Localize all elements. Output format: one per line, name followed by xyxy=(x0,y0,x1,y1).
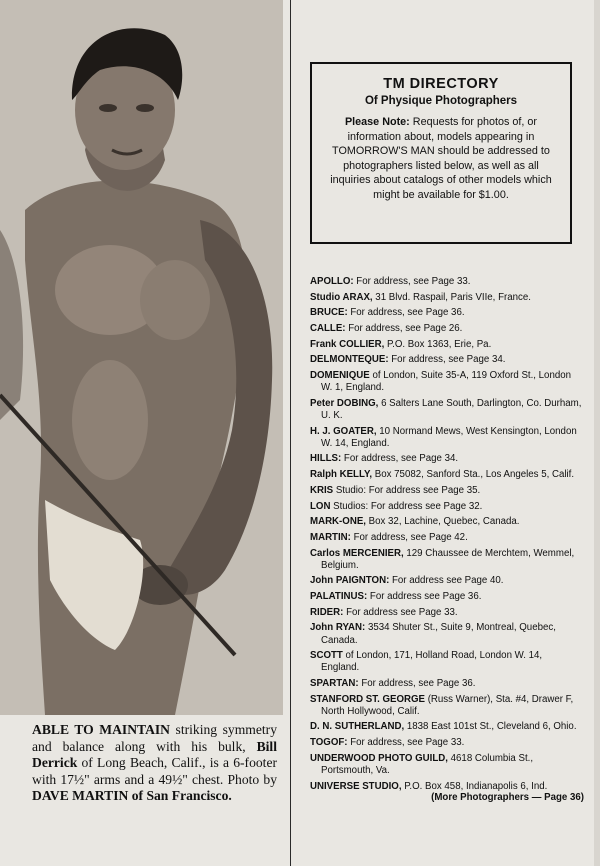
photographer-name: Studio ARAX, xyxy=(310,291,373,303)
photographer-address: 3534 Shuter St., Suite 9, Montreal, Quebec, Canada. xyxy=(321,622,556,646)
photographer-name: SPARTAN: xyxy=(310,678,359,689)
photographer-entry xyxy=(310,354,582,366)
photographer-name: HILLS: xyxy=(310,453,342,465)
caption-model-name: Bill Derrick xyxy=(32,738,277,770)
photographer-address: Box 75082, Sanford Sta., Los Angeles 5, Calif. xyxy=(372,469,575,481)
photographer-entry xyxy=(310,753,582,777)
photographer-entry xyxy=(310,548,582,572)
photographer-entry xyxy=(310,323,582,335)
photographer-name: RIDER: xyxy=(310,606,344,618)
photographer-name: Carlos MERCENIER, xyxy=(310,547,404,559)
photographer-name: CALLE: xyxy=(310,323,346,335)
directory-title: TM DIRECTORY xyxy=(383,76,499,92)
photographer-entry xyxy=(310,737,582,749)
photo-illustration xyxy=(0,0,283,715)
photographer-address: 31 Blvd. Raspail, Paris VIIe, France. xyxy=(372,291,531,303)
photographer-name: KRIS xyxy=(310,484,334,496)
photographer-name: SCOTT xyxy=(310,650,343,662)
caption-photographer: DAVE MARTIN of San Francisco. xyxy=(32,788,232,803)
photographer-address: Studio: For address see Page 35. xyxy=(333,484,481,496)
photographer-address: For address, see Page 33. xyxy=(347,737,465,749)
photographer-address: 1838 East 101st St., Cleveland 6, Ohio. xyxy=(404,721,577,733)
photographer-entry xyxy=(310,781,582,793)
photographer-entry xyxy=(310,591,582,603)
photographer-address: For address, see Page 26. xyxy=(345,323,463,335)
photographer-name: MARTIN: xyxy=(310,531,351,543)
bodybuilder-photo xyxy=(0,0,283,715)
directory-box xyxy=(310,62,572,244)
photographer-address: P.O. Box 1363, Erie, Pa. xyxy=(384,338,492,350)
photographer-address: For address, see Page 34. xyxy=(388,354,506,366)
photographer-entry xyxy=(310,721,582,733)
caption-text-2: of Long Beach, Calif., is a 6-footer with 17½" arms and a 49½" chest. Photo by xyxy=(32,755,277,787)
photographer-address: Studios: For address see Page 32. xyxy=(330,500,483,512)
photographer-entry xyxy=(310,622,582,646)
photographer-address: 10 Normand Mews, West Kensington, London W. 14, England. xyxy=(321,425,577,449)
photographer-address: For address see Page 36. xyxy=(367,591,482,603)
photographer-name: D. N. SUTHERLAND, xyxy=(310,721,405,733)
photographer-name: H. J. GOATER, xyxy=(310,425,377,437)
photographer-entry xyxy=(310,485,582,497)
photographer-name: TOGOF: xyxy=(310,737,348,749)
photographer-name: LON xyxy=(310,500,331,512)
photographer-entry xyxy=(310,516,582,528)
photographer-entry xyxy=(310,370,582,394)
directory-note-label: Please Note: xyxy=(344,116,410,128)
photographer-name: Peter DOBING, xyxy=(310,397,379,409)
photographer-address: P.O. Box 458, Indianapolis 6, Ind. xyxy=(401,780,548,792)
photographer-address: 6 Salters Lane South, Darlington, Co. Durham, U. K. xyxy=(321,397,582,421)
photographer-address: of London, 171, Holland Road, London W. 14, England. xyxy=(321,650,543,674)
photographer-name: PALATINUS: xyxy=(310,591,368,603)
photographer-address: 129 Chaussee de Merchtem, Wemmel, Belgium. xyxy=(321,547,575,571)
photographer-entry xyxy=(310,276,582,288)
directory-subtitle: Of Physique Photographers xyxy=(364,95,518,107)
photographer-name: Frank COLLIER, xyxy=(310,338,385,350)
photographer-address: For address see Page 40. xyxy=(389,575,504,587)
photographer-entry xyxy=(310,501,582,513)
photographer-address: For address, see Page 33. xyxy=(353,276,471,287)
photographer-name: STANFORD ST. GEORGE xyxy=(310,693,425,705)
caption-text-1: striking symmetry and balance along with his bulk, xyxy=(32,722,277,754)
photographer-entry xyxy=(310,426,582,450)
photographer-address: For address, see Page 34. xyxy=(341,453,459,465)
photographer-name: BRUCE: xyxy=(310,307,348,319)
photographer-name: John RYAN: xyxy=(310,622,366,634)
caption-lead: ABLE TO MAINTAIN xyxy=(32,722,170,737)
photographer-entry xyxy=(310,607,582,619)
photographer-name: DOMENIQUE xyxy=(310,370,370,382)
column-divider xyxy=(290,0,291,866)
photographer-list xyxy=(310,276,582,796)
more-photographers-note: (More Photographers — Page 36) xyxy=(431,792,584,803)
photographer-entry xyxy=(310,532,582,544)
photographer-entry xyxy=(310,398,582,422)
photographer-address: Box 32, Lachine, Quebec, Canada. xyxy=(365,516,520,528)
photographer-entry xyxy=(310,292,582,304)
directory-note-text: Requests for photos of, or information about, models appearing in TOMORROW'S MAN should be addressed to photographers listed below, as well as all inquiries about catalogs of other models which might be available for $1.00. xyxy=(330,116,552,201)
photo-caption xyxy=(32,722,277,805)
photographer-address: 4618 Columbia St., Portsmouth, Va. xyxy=(321,752,534,776)
photographer-entry xyxy=(310,694,582,718)
photographer-entry xyxy=(310,453,582,465)
photographer-entry xyxy=(310,307,582,319)
photographer-name: DELMONTEQUE: xyxy=(310,354,389,366)
photographer-entry xyxy=(310,650,582,674)
photographer-name: MARK-ONE, xyxy=(310,516,366,528)
photographer-name: Ralph KELLY, xyxy=(310,469,373,481)
photographer-entry xyxy=(310,575,582,587)
photographer-name: John PAIGNTON: xyxy=(310,575,390,587)
photographer-address: For address, see Page 42. xyxy=(350,531,468,543)
directory-note xyxy=(326,115,556,203)
photographer-entry xyxy=(310,339,582,351)
photographer-address: For address, see Page 36. xyxy=(358,678,476,689)
photographer-address: For address, see Page 36. xyxy=(347,307,465,319)
photographer-entry xyxy=(310,678,582,690)
photographer-entry xyxy=(310,469,582,481)
photographer-address: of London, Suite 35-A, 119 Oxford St., London W. 1, England. xyxy=(321,370,571,394)
photographer-name: APOLLO: xyxy=(310,276,354,287)
photographer-name: UNIVERSE STUDIO, xyxy=(310,780,402,792)
photographer-name: UNDERWOOD PHOTO GUILD, xyxy=(310,752,448,764)
photographer-address: For address see Page 33. xyxy=(343,606,458,618)
photographer-address: (Russ Warner), Sta. #4, Drawer F, North Hollywood, Calif. xyxy=(321,693,574,717)
